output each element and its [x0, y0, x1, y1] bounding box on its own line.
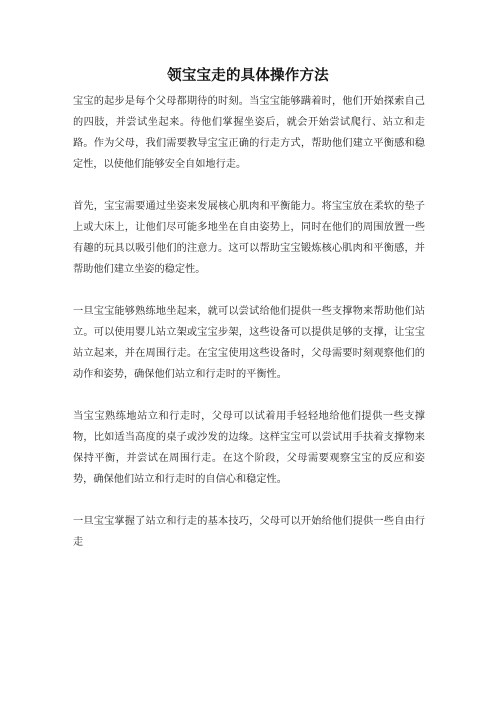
- paragraph: 一旦宝宝掌握了站立和行走的基本技巧，父母可以开始给他们提供一些自由行走: [73, 516, 425, 548]
- document-body: [73, 91, 425, 553]
- paragraph: 首先，宝宝需要通过坐姿来发展核心肌肉和平衡能力。将宝宝放在柔软的垫子上或大床上，让他们尽可能多地坐在自由姿势上，同时在他们的周围放置一些有趣的玩具以吸引他们的注意力。这可以帮助宝宝锻炼核心肌肉和平衡感，并帮助他们建立坐姿的稳定性。: [73, 201, 425, 275]
- paragraph: 当宝宝熟练地站立和行走时，父母可以试着用手轻轻地给他们提供一些支撑物，比如适当高度的桌子或沙发的边缘。这样宝宝可以尝试用手扶着支撑物来保持平衡，并尝试在周围行走。在这个阶段，父母需要观察宝宝的反应和姿势，确保他们站立和行走时的自信心和稳定性。: [73, 411, 425, 485]
- paragraph: 宝宝的起步是每个父母都期待的时刻。当宝宝能够蹒着时，他们开始探索自己的四肢，并尝试坐起来。待他们掌握坐姿后，就会开始尝试爬行、站立和走路。作为父母，我们需要教导宝宝正确的行走方式，帮助他们建立平衡感和稳定性，以使他们能够安全自如地行走。: [73, 96, 425, 170]
- paragraph: 一旦宝宝能够熟练地坐起来，就可以尝试给他们提供一些支撑物来帮助他们站立。可以使用婴儿站立架或宝宝步架，这些设备可以提供足够的支撑，让宝宝站立起来，并在周围行走。在宝宝使用这些设备时，父母需要时刻观察他们的动作和姿势，确保他们站立和行走时的平衡性。: [73, 306, 425, 380]
- document-title: 领宝宝走的具体操作方法: [167, 68, 329, 84]
